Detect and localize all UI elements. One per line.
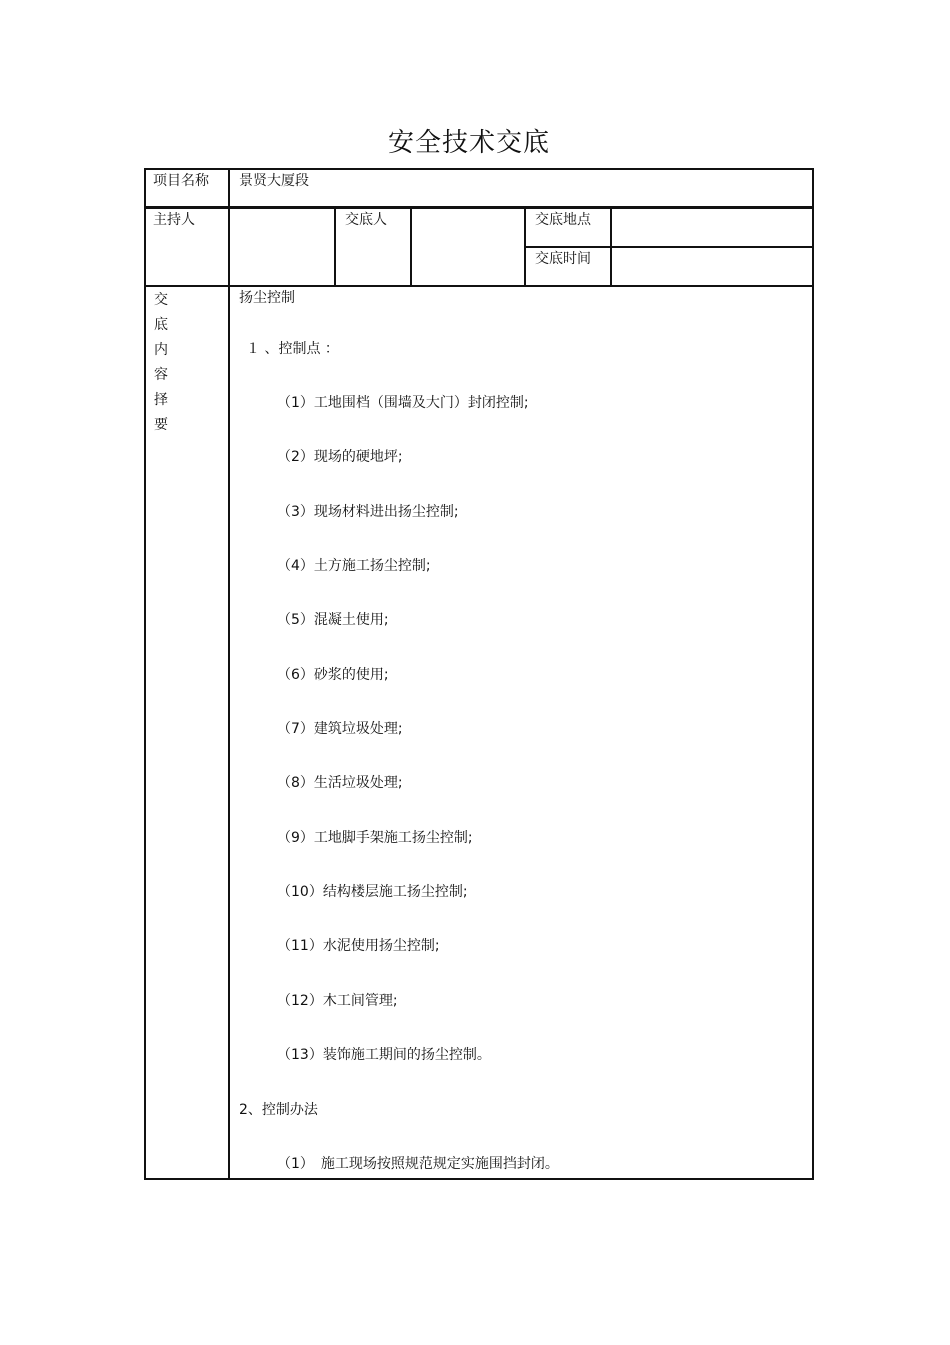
content-label-char: 要 <box>154 417 168 433</box>
content-label-char: 容 <box>154 367 168 383</box>
control-point-item: （13）装饰施工期间的扬尘控制。 <box>277 1047 491 1063</box>
host-label: 主持人 <box>153 212 195 228</box>
row-divider-location <box>524 246 814 248</box>
briefer-label: 交底人 <box>345 212 387 228</box>
document-title: 安全技术交底 <box>387 128 550 158</box>
control-point-item: （4）土方施工扬尘控制; <box>277 558 431 574</box>
briefing-table <box>144 168 814 1180</box>
col-divider-location-label <box>610 208 612 287</box>
control-point-item: （5）混凝土使用; <box>277 612 389 628</box>
control-point-item: （11）水泥使用扬尘控制; <box>277 938 440 954</box>
content-label-char: 择 <box>154 392 168 408</box>
control-point-item: （1）工地围档（围墙及大门）封闭控制; <box>277 395 529 411</box>
control-point-item: （8）生活垃圾处理; <box>277 775 403 791</box>
col-divider-host-value <box>334 208 336 287</box>
control-point-item: （7）建筑垃圾处理; <box>277 721 403 737</box>
control-point-item: （9）工地脚手架施工扬尘控制; <box>277 830 473 846</box>
col-divider-briefer-label <box>410 208 412 287</box>
col-divider-label <box>228 168 230 1180</box>
section-1-heading: １ 、控制点 ： <box>246 341 339 357</box>
section-2-heading: 2、控制办法 <box>239 1102 318 1118</box>
col-divider-briefer-value <box>524 208 526 287</box>
content-heading: 扬尘控制 <box>239 290 295 306</box>
control-point-item: （10）结构楼层施工扬尘控制; <box>277 884 468 900</box>
location-label: 交底地点 <box>535 212 591 228</box>
content-summary-label <box>153 288 169 438</box>
content-label-char: 内 <box>154 342 168 358</box>
content-label-char: 底 <box>154 317 168 333</box>
content-label-char: 交 <box>154 292 168 308</box>
control-point-item: （2）现场的硬地坪; <box>277 449 403 465</box>
control-point-item: （3）现场材料进出扬尘控制; <box>277 504 459 520</box>
control-method-item: （1） 施工现场按照规范规定实施围挡封闭。 <box>277 1156 559 1172</box>
row-divider-2 <box>144 285 814 287</box>
row-divider-1 <box>144 206 814 209</box>
project-name-label: 项目名称 <box>153 173 209 189</box>
time-label: 交底时间 <box>535 251 591 267</box>
project-name-value: 景贤大厦段 <box>239 173 309 189</box>
control-point-item: （6）砂浆的使用; <box>277 667 389 683</box>
control-point-item: （12）木工间管理; <box>277 993 398 1009</box>
